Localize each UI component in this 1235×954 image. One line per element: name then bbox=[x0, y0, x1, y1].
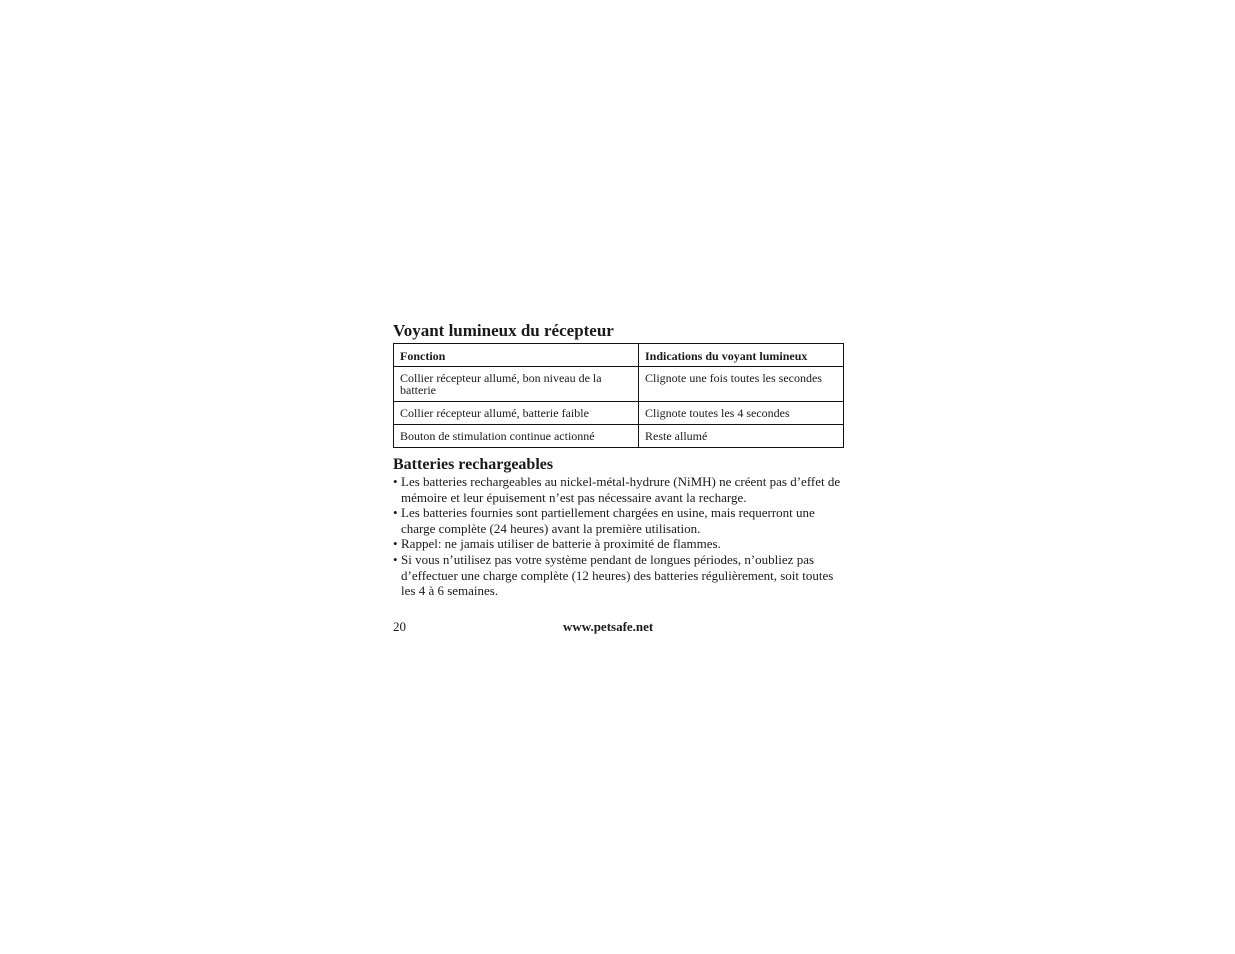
table-row bbox=[394, 425, 844, 448]
list-item-text: Les batteries rechargeables au nickel-métal-hydrure (NiMH) ne créent pas d’effet de mémoire et leur épuisement n’est pas nécessaire avant la recharge. bbox=[401, 474, 841, 505]
section-title-receiver-light: Voyant lumineux du récepteur bbox=[393, 321, 614, 340]
receiver-light-table bbox=[393, 343, 844, 448]
bullet-mark: • bbox=[393, 474, 398, 489]
table-header-row bbox=[394, 344, 844, 367]
table-row bbox=[394, 367, 844, 402]
bullet-mark: • bbox=[393, 551, 398, 567]
table-cell-indication: Clignote toutes les 4 secondes bbox=[639, 402, 844, 425]
table-row bbox=[394, 402, 844, 425]
page-number: 20 bbox=[393, 619, 406, 634]
table-cell-function: Bouton de stimulation continue actionné bbox=[394, 425, 639, 448]
list-item bbox=[393, 536, 843, 552]
section-title-rechargeable-batteries: Batteries rechargeables bbox=[393, 456, 554, 473]
page-content bbox=[393, 320, 843, 599]
list-item bbox=[393, 505, 843, 536]
bullet-mark: • bbox=[393, 505, 398, 521]
table-cell-function: Collier récepteur allumé, bon niveau de la batterie bbox=[394, 367, 639, 402]
list-item-text: Si vous n’utilisez pas votre système pendant de longues périodes, n’oubliez pas d’effectuer une charge complète (12 heures) des batteries régulièrement, soit toutes les 4 à 6 semaines. bbox=[401, 551, 834, 599]
table-cell-indication: Reste allumé bbox=[639, 425, 844, 448]
table-cell-indication: Clignote une fois toutes les secondes bbox=[639, 367, 844, 402]
bullet-mark: • bbox=[393, 536, 398, 552]
table-cell-function: Collier récepteur allumé, batterie faible bbox=[394, 402, 639, 425]
list-item bbox=[393, 474, 843, 505]
battery-bullet-list bbox=[393, 474, 843, 599]
list-item-text: Les batteries fournies sont partiellement chargées en usine, mais requerront une charge complète (24 heures) avant la première utilisation. bbox=[401, 505, 815, 536]
list-item bbox=[393, 552, 843, 599]
website-url: www.petsafe.net bbox=[563, 619, 654, 634]
list-item-text: Rappel: ne jamais utiliser de batterie à proximité de flammes. bbox=[401, 536, 721, 552]
table-header-indications: Indications du voyant lumineux bbox=[639, 344, 844, 367]
table-header-function: Fonction bbox=[394, 344, 639, 367]
